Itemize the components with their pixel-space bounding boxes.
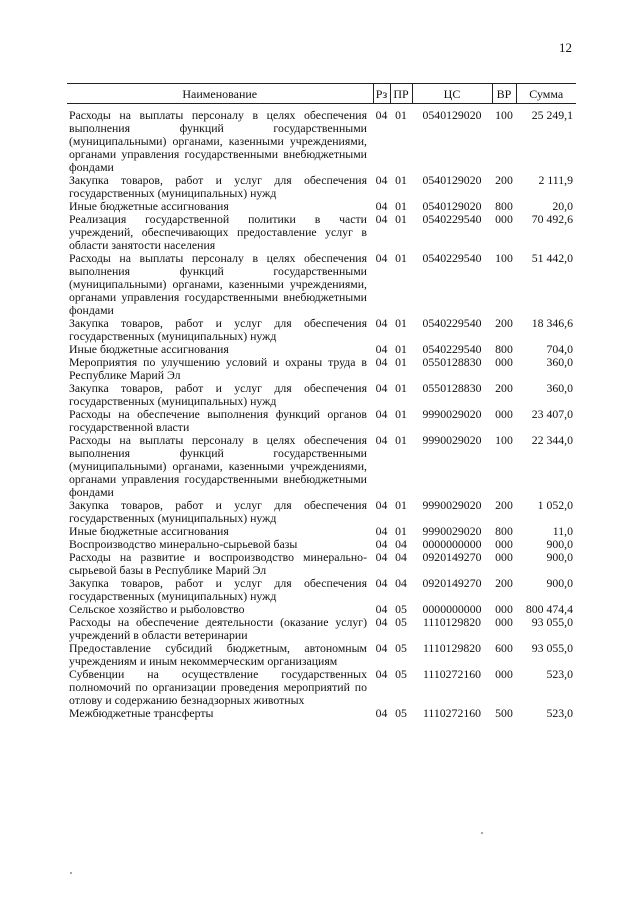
row-name: Закупка товаров, работ и услуг для обеспечения государственных (муниципальных) нужд: [69, 173, 367, 200]
row-cs: 0920149270: [422, 576, 482, 590]
row-cs: 1110272160: [422, 706, 482, 720]
row-sum: 900,0: [546, 550, 573, 564]
row-pr: 01: [395, 355, 407, 369]
row-cs: 1110129820: [422, 615, 482, 629]
row-pr: 01: [395, 407, 407, 421]
row-pr: 01: [395, 524, 407, 538]
row-vr: 100: [495, 251, 513, 265]
table-row: [67, 174, 576, 200]
row-name: Закупка товаров, работ и услуг для обеспечения государственных (муниципальных) нужд: [69, 576, 367, 603]
row-cs: 1110129820: [422, 641, 482, 655]
row-vr: 600: [495, 641, 513, 655]
table-row: [67, 408, 576, 434]
table-row: [67, 434, 576, 499]
row-name: Расходы на выплаты персоналу в целях обеспечения выполнения функций государственными (муниципальными) органами, казенными учреждениями, органами управления государственными внебюджетными фондами: [69, 108, 367, 174]
row-vr: 000: [495, 667, 513, 681]
row-cs: 0920149270: [422, 550, 482, 564]
row-pr: 01: [395, 498, 407, 512]
row-name: Расходы на обеспечение выполнения функций органов государственной власти: [69, 407, 367, 434]
row-pr: 05: [395, 602, 407, 616]
row-rz: 04: [375, 355, 388, 369]
row-sum: 25 249,1: [531, 108, 573, 122]
row-pr: 05: [395, 667, 407, 681]
row-pr: 05: [395, 641, 407, 655]
row-cs: 0000000000: [422, 602, 482, 616]
row-rz: 04: [375, 212, 388, 226]
row-pr: 01: [395, 433, 407, 447]
table-row: [67, 668, 576, 707]
row-sum: 23 407,0: [531, 407, 573, 421]
table-row: [67, 707, 576, 720]
row-sum: 93 055,0: [531, 615, 573, 629]
row-name: Расходы на выплаты персоналу в целях обеспечения выполнения функций государственными (муниципальными) органами, казенными учреждениями, органами управления государственными внебюджетными фондами: [69, 251, 367, 317]
row-vr: 000: [495, 550, 513, 564]
header-name: Наименование: [67, 84, 373, 104]
row-name: Закупка товаров, работ и услуг для обеспечения государственных (муниципальных) нужд: [69, 498, 367, 525]
header-cs: ЦС: [412, 84, 492, 104]
row-pr: 04: [395, 576, 407, 590]
row-rz: 04: [375, 524, 388, 538]
row-rz: 04: [375, 537, 388, 551]
row-vr: 800: [495, 342, 513, 356]
budget-table: [67, 83, 576, 720]
row-name: Иные бюджетные ассигнования: [69, 524, 229, 538]
row-sum: 11,0: [552, 524, 573, 538]
row-vr: 000: [495, 602, 513, 616]
header-rz: Рз: [373, 84, 390, 104]
table-row: [67, 499, 576, 525]
table-row: [67, 213, 576, 252]
row-sum: 704,0: [546, 342, 573, 356]
row-sum: 93 055,0: [531, 641, 573, 655]
row-rz: 04: [375, 602, 388, 616]
scan-speck: [70, 872, 72, 874]
header-sum: Сумма: [516, 84, 576, 104]
row-vr: 000: [495, 615, 513, 629]
table-header-row: [67, 84, 576, 104]
row-name: Мероприятия по улучшению условий и охраны труда в Республике Марий Эл: [69, 355, 367, 382]
row-name: Закупка товаров, работ и услуг для обеспечения государственных (муниципальных) нужд: [69, 381, 367, 408]
row-vr: 200: [495, 173, 513, 187]
row-rz: 04: [375, 550, 388, 564]
row-vr: 000: [495, 355, 513, 369]
row-name: Реализация государственной политики в части учреждений, обеспечивающих предоставление услуг в области занятости населения: [69, 212, 367, 252]
header-pr: ПР: [390, 84, 412, 104]
row-rz: 04: [375, 615, 388, 629]
row-sum: 523,0: [546, 667, 573, 681]
table-row: [67, 551, 576, 577]
row-rz: 04: [375, 498, 388, 512]
row-sum: 900,0: [546, 576, 573, 590]
row-vr: 000: [495, 212, 513, 226]
row-name: Иные бюджетные ассигнования: [69, 199, 229, 213]
row-pr: 01: [395, 173, 407, 187]
row-vr: 200: [495, 576, 513, 590]
row-sum: 1 052,0: [537, 498, 573, 512]
table-row: [67, 642, 576, 668]
row-rz: 04: [375, 381, 388, 395]
row-pr: 01: [395, 199, 407, 213]
row-name: Предоставление субсидий бюджетным, автономным учреждениям и иным некоммерческим организациям: [69, 641, 367, 668]
row-cs: 0540129020: [422, 173, 482, 187]
table-row: [67, 104, 576, 175]
row-sum: 360,0: [546, 355, 573, 369]
row-vr: 100: [495, 108, 513, 122]
row-vr: 000: [495, 407, 513, 421]
row-pr: 04: [395, 537, 407, 551]
row-vr: 800: [495, 199, 513, 213]
row-rz: 04: [375, 706, 388, 720]
row-sum: 360,0: [546, 381, 573, 395]
scan-speck: [481, 832, 483, 834]
table-row: [67, 252, 576, 317]
row-cs: 0000000000: [422, 537, 482, 551]
row-cs: 0540129020: [422, 199, 482, 213]
row-cs: 0540229540: [422, 251, 482, 265]
row-rz: 04: [375, 433, 388, 447]
row-vr: 800: [495, 524, 513, 538]
row-name: Расходы на развитие и воспроизводство минерально-сырьевой базы в Республике Марий Эл: [69, 550, 367, 577]
row-cs: 9990029020: [422, 433, 482, 447]
row-vr: 000: [495, 537, 513, 551]
row-rz: 04: [375, 407, 388, 421]
row-name: Субвенции на осуществление государственных полномочий по организации проведения мероприятий по отлову и содержанию безнадзорных животных: [69, 667, 367, 707]
row-cs: 0540129020: [422, 108, 482, 122]
row-rz: 04: [375, 641, 388, 655]
row-pr: 05: [395, 615, 407, 629]
row-cs: 9990029020: [422, 498, 482, 512]
page-number: 12: [559, 40, 572, 55]
row-cs: 0550128830: [422, 381, 482, 395]
row-pr: 01: [395, 212, 407, 226]
row-cs: 0540229540: [422, 342, 482, 356]
row-rz: 04: [375, 108, 388, 122]
row-sum: 70 492,6: [531, 212, 573, 226]
row-vr: 200: [495, 381, 513, 395]
row-pr: 01: [395, 251, 407, 265]
table-row: [67, 356, 576, 382]
row-name: Закупка товаров, работ и услуг для обеспечения государственных (муниципальных) нужд: [69, 316, 367, 343]
row-cs: 0540229540: [422, 316, 482, 330]
table-body: [67, 104, 576, 721]
row-vr: 100: [495, 433, 513, 447]
row-cs: 0540229540: [422, 212, 482, 226]
row-sum: 900,0: [546, 537, 573, 551]
row-sum: 20,0: [552, 199, 573, 213]
row-rz: 04: [375, 173, 388, 187]
row-cs: 1110272160: [422, 667, 482, 681]
row-rz: 04: [375, 667, 388, 681]
row-sum: 51 442,0: [531, 251, 573, 265]
row-name: Воспроизводство минерально-сырьевой базы: [69, 537, 298, 551]
row-sum: 523,0: [546, 706, 573, 720]
row-vr: 200: [495, 316, 513, 330]
row-name: Сельское хозяйство и рыболовство: [69, 602, 245, 616]
row-name: Иные бюджетные ассигнования: [69, 342, 229, 356]
row-pr: 04: [395, 550, 407, 564]
table-row: [67, 616, 576, 642]
row-vr: 200: [495, 498, 513, 512]
row-rz: 04: [375, 316, 388, 330]
row-name: Расходы на выплаты персоналу в целях обеспечения выполнения функций государственными (муниципальными) органами, казенными учреждениями, органами управления государственными внебюджетными фондами: [69, 433, 367, 499]
row-pr: 01: [395, 342, 407, 356]
row-rz: 04: [375, 199, 388, 213]
row-rz: 04: [375, 576, 388, 590]
row-sum: 18 346,6: [531, 316, 573, 330]
row-name: Расходы на обеспечение деятельности (оказание услуг) учреждений в области ветеринарии: [69, 615, 367, 642]
row-pr: 01: [395, 108, 407, 122]
row-rz: 04: [375, 342, 388, 356]
row-sum: 2 111,9: [538, 173, 573, 187]
table-row: [67, 317, 576, 343]
table-row: [67, 382, 576, 408]
row-name: Межбюджетные трансферты: [69, 706, 214, 720]
row-vr: 500: [495, 706, 513, 720]
table-row: [67, 577, 576, 603]
row-cs: 0550128830: [422, 355, 482, 369]
row-pr: 01: [395, 316, 407, 330]
row-sum: 800 474,4: [525, 602, 573, 616]
header-vr: ВР: [492, 84, 516, 104]
row-pr: 05: [395, 706, 407, 720]
row-pr: 01: [395, 381, 407, 395]
row-cs: 9990029020: [422, 524, 482, 538]
row-rz: 04: [375, 251, 388, 265]
row-sum: 22 344,0: [531, 433, 573, 447]
row-cs: 9990029020: [422, 407, 482, 421]
